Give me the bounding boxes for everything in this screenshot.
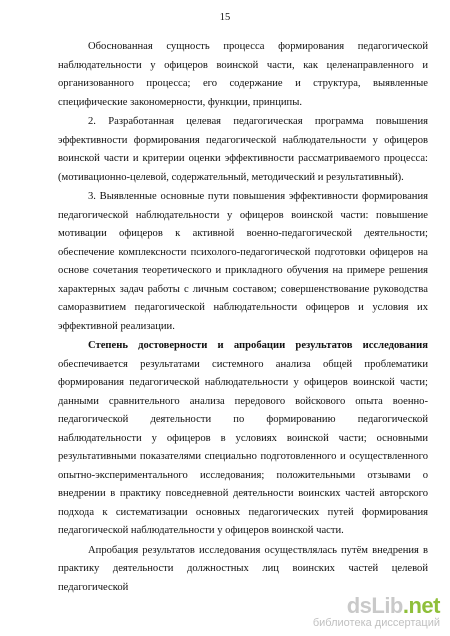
page-number: 15 (219, 12, 231, 23)
watermark-logo-text (313, 595, 440, 617)
paragraph-4 (58, 337, 428, 541)
page-body (58, 38, 428, 597)
paragraph-3: 3. Выявленные основные пути повышения эффективности формирования педагогической наблюдательности у офицеров воинской части: повышение мотивации офицеров к активной военно-педагогической деятельности; обеспечение комплексности психолого-педагогической подготовки офицеров на основе сочетания теоретического и прикладного обучения на примере решения характерных задач работы с личным составом; совершенствование руководства саморазвитием педагогической наблюдательности офицеров и условия их эффективной реализации. (58, 191, 428, 332)
watermark-logo[interactable] (313, 595, 440, 630)
paragraph-1: Обоснованная сущность процесса формирования педагогической наблюдательности у офицеров воинской части, как целенаправленного и организованного процесса; его содержание и структура, выявленные специфические закономерности, функции, принципы. (58, 41, 428, 108)
watermark-tagline: библиотека диссертаций (312, 617, 440, 629)
watermark-logo-part-b: .net (402, 593, 440, 618)
paragraph-2: 2. Разработанная целевая педагогическая программа повышения эффективности формирования педагогической наблюдательности у офицеров воинской части и критерии оценки эффективности рассматриваемого процесса: (мотивационно-целевой, содержательный, методический и результативный). (58, 116, 428, 183)
paragraph-4-text: обеспечивается результатами системного анализа общей проблематики формирования педагогической наблюдательности у офицеров воинской части; данными сравнительного анализа передового войскового опыта военно-педагогической деятельности по формированию педагогической наблюдательности у офицеров в условиях воинской части; основными результативными показателями специально подготовленного и осуществленного опытно-экспериментального исследования; положительными отзывами о внедрении в практику повседневной деятельности воинских частей авторского подхода к систематизации основных педагогических путей формирования педагогической наблюдательности у офицеров воинской части. (58, 358, 428, 536)
watermark-logo-part-a: dsLib (346, 593, 403, 618)
paragraph-4-heading: Степень достоверности и апробации результатов исследования (88, 340, 428, 351)
paragraph-5: Апробация результатов исследования осуществлялась путём внедрения в практику деятельности должностных лиц воинских частей целевой педагогической (58, 544, 428, 593)
